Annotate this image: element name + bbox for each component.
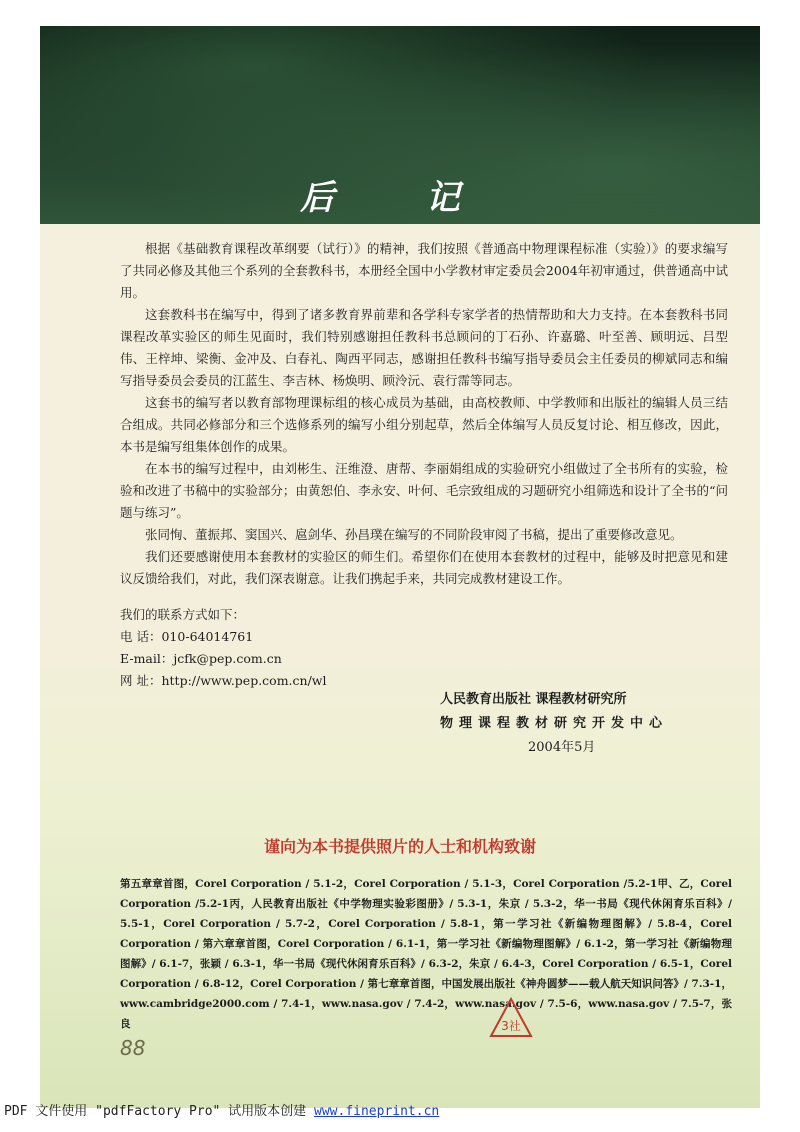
paragraph: 这套教科书在编写中，得到了诸多教育界前辈和各学科专家学者的热情帮助和大力支持。在本套教科书同课程改革实验区的师生见面时，我们特别感谢担任教科书总顾问的丁石孙、许嘉璐、叶至善、顾明远、吕型伟、王梓坤、梁衡、金冲及、白春礼、陶西平同志，感谢担任教科书编写指导委员会主任委员的柳斌同志和编写指导委员会委员的江蓝生、李吉林、杨焕明、顾泠沅、袁行霈等同志。 xyxy=(120,307,728,388)
header-banner xyxy=(40,26,760,224)
pdf-footer xyxy=(4,1100,439,1119)
footer-link[interactable]: www.fineprint.cn xyxy=(314,1104,440,1119)
phone-label: 电 话： xyxy=(120,629,162,644)
contact-intro: 我们的联系方式如下： xyxy=(120,607,246,622)
phone-value: 010-64014761 xyxy=(161,629,254,644)
web-value[interactable]: http://www.pep.com.cn/wl xyxy=(161,673,327,688)
signature-org-2: 物理课程教材研究开发中心 xyxy=(440,716,669,731)
page-number: 88 xyxy=(120,1036,146,1060)
contact-phone xyxy=(120,626,327,648)
signature-org-1: 人民教育出版社 课程教材研究所 xyxy=(440,692,627,707)
afterword-body xyxy=(120,238,728,590)
photo-credits: 第五章章首图，Corel Corporation / 5.1-2，Corel Corporation / 5.1-3，Corel Corporation /5.2-1甲、乙，Corel Corporation /5.2-1丙，人民教育出版社《中学物理实验彩图册》/ 5.3-1，朱京 / 5.3-2，华一书局《现代休闲育乐百科》/ 5.5-1，Corel Corporation / 5.7-2，Corel Corporation / 5.8-1，第一学习社《新编物理图解》/ 5.8-4，Corel Corporation / 第六章章首图，Corel Corporation / 6.1-1，第一学习社《新编物理图解》/ 6.1-2，第一学习社《新编物理图解》/ 6.1-7，张颖 / 6.3-1，华一书局《现代休闲育乐百科》/ 6.3-2，朱京 / 6.4-3，Corel Corporation / 6.5-1，Corel Corporation / 6.8-12，Corel Corporation / 第七章章首图，中国发展出版社《神舟圆梦——载人航天知识问答》/ 7.3-1，www.cambridge2000.com / 7.4-1，www.nasa.gov / 7.4-2，www.nasa.gov / 7.5-6，www.nasa.gov / 7.5-7，张良 xyxy=(120,878,732,1030)
web-label: 网 址： xyxy=(120,673,162,688)
footer-text: PDF 文件使用 "pdfFactory Pro" 试用版本创建 xyxy=(4,1104,315,1119)
stamp-text: 3社 xyxy=(501,1019,521,1033)
document-page xyxy=(40,26,760,1108)
publisher-stamp-icon xyxy=(488,996,534,1042)
paragraph: 根据《基础教育课程改革纲要（试行）》的精神，我们按照《普通高中物理课程标准（实验）》的要求编写了共同必修及其他三个系列的全套教科书，本册经全国中小学教材审定委员会2004年初审通过，供普通高中试用。 xyxy=(120,241,728,300)
paragraph: 我们还要感谢使用本套教材的实验区的师生们。希望你们在使用本套教材的过程中，能够及时把意见和建议反馈给我们，对此，我们深表谢意。让我们携起手来，共同完成教材建设工作。 xyxy=(120,549,728,586)
thanks-heading: 谨向为本书提供照片的人士和机构致谢 xyxy=(263,837,536,856)
email-label: E-mail： xyxy=(120,651,174,666)
paragraph: 张同恂、董振邦、窦国兴、扈剑华、孙昌璞在编写的不同阶段审阅了书稿，提出了重要修改意见。 xyxy=(145,527,683,542)
signature-block xyxy=(440,688,720,760)
paragraph: 在本书的编写过程中，由刘彬生、汪维澄、唐帮、李丽娟组成的实验研究小组做过了全书所有的实验，检验和改进了书稿中的实验部分；由黄恕伯、李永安、叶何、毛宗致组成的习题研究小组筛选和设计了全书的“问题与练习”。 xyxy=(120,461,728,520)
contact-info xyxy=(120,604,327,692)
signature-date: 2004年5月 xyxy=(528,740,596,755)
paragraph: 这套书的编写者以教育部物理课标组的核心成员为基础，由高校教师、中学教师和出版社的编辑人员三结合组成。共同必修部分和三个选修系列的编写小组分别起草，然后全体编写人员反复讨论、相互修改，因此，本书是编写组集体创作的成果。 xyxy=(120,395,728,454)
page-title: 后 记 xyxy=(300,178,500,218)
contact-email xyxy=(120,648,327,670)
email-value[interactable]: jcfk@pep.com.cn xyxy=(173,651,282,666)
contact-web xyxy=(120,670,327,692)
